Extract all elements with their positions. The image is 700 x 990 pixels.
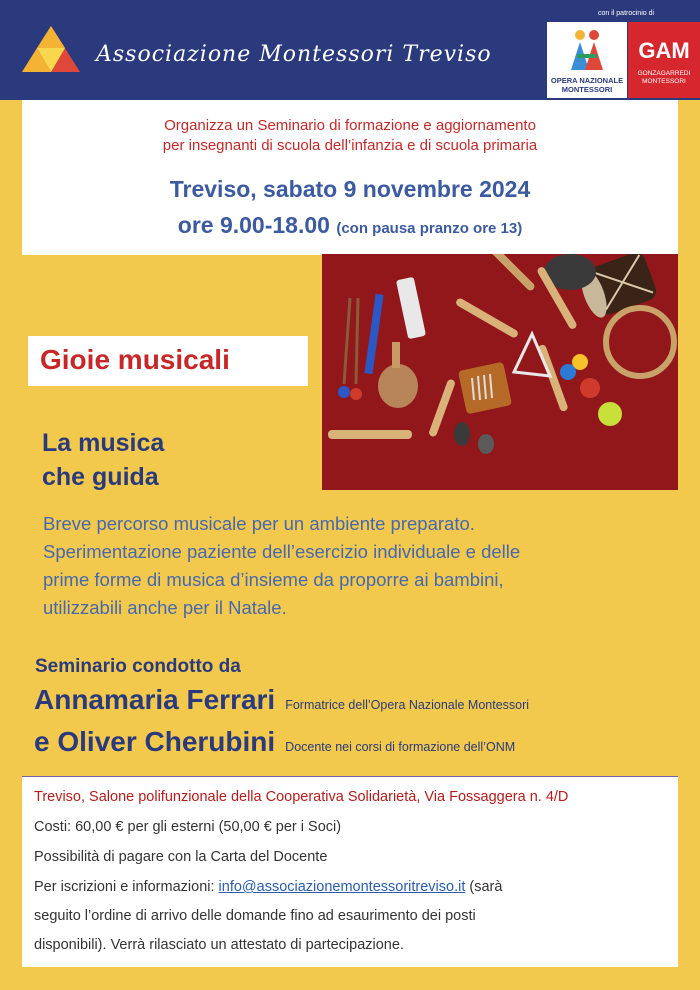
speaker-role: Docente nei corsi di formazione dell’ONM: [285, 740, 516, 754]
gam-title: GAM: [638, 38, 690, 63]
patronage-label: con il patrocinio di: [598, 10, 655, 17]
seminar-subtitle: La musica che guida: [42, 429, 165, 491]
seminar-title: Gioie musicali: [40, 344, 230, 375]
info-panel: [22, 776, 678, 967]
speaker-name: Annamaria Ferrari: [34, 684, 276, 715]
venue-text: Treviso, Salone polifunzionale della Cooperativa Solidarietà, Via Fossaggera n. 4/D: [34, 789, 569, 805]
costs-text: Costi: 60,00 € per gli esterni (50,00 € per i Soci): [34, 819, 342, 835]
event-hours: ore 9.00-18.00 (con pausa pranzo ore 13): [177, 212, 523, 238]
email-link[interactable]: info@associazionemontessoritreviso.it: [218, 879, 466, 895]
montessori-triangle-logo-icon: [20, 24, 82, 74]
intro-text: Organizza un Seminario di formazione e aggiornamento per insegnanti di scuola dell’infanzia e di scuola primaria: [162, 117, 538, 154]
lunch-note: (con pausa pranzo ore 13): [336, 220, 523, 237]
association-name: Associazione Montessori Treviso: [96, 42, 492, 67]
speaker-item: [34, 684, 529, 716]
seminar-description: Breve percorso musicale per un ambiente preparato. Sperimentazione paziente dell’esercizio individuale e delle prime forme di musica d’insieme da proporre ai bambini, utilizzabili anche per il Natale.: [43, 513, 521, 618]
onm-logo: [547, 22, 627, 98]
title-panel: [28, 336, 308, 386]
payment-text: Possibilità di pagare con la Carta del Docente: [34, 849, 328, 865]
event-date: Treviso, sabato 9 novembre 2024: [169, 176, 531, 202]
speaker-name: e Oliver Cherubini: [34, 726, 276, 757]
header-banner: [0, 0, 700, 100]
speaker-item: [34, 726, 515, 758]
onm-figures-icon: [547, 26, 627, 72]
gam-logo: [628, 22, 700, 98]
order-note: seguito l’ordine di arrivo delle domande fino ad esaurimento dei posti: [34, 908, 476, 924]
speakers-intro: Seminario condotto da: [35, 656, 241, 677]
contact-line: Per iscrizioni e informazioni: info@associazionemontessoritreviso.it (sarà: [34, 879, 503, 895]
intro-panel: [22, 100, 678, 255]
instruments-photo: [322, 254, 678, 490]
onm-caption: OPERA NAZIONALE MONTESSORI: [550, 76, 624, 94]
certificate-note: disponibili). Verrà rilasciato un attestato di partecipazione.: [34, 937, 404, 953]
speaker-role: Formatrice dell’Opera Nazionale Montessori: [285, 698, 530, 712]
gam-subtitle: GONZAGARREDI MONTESSORI: [637, 70, 691, 85]
